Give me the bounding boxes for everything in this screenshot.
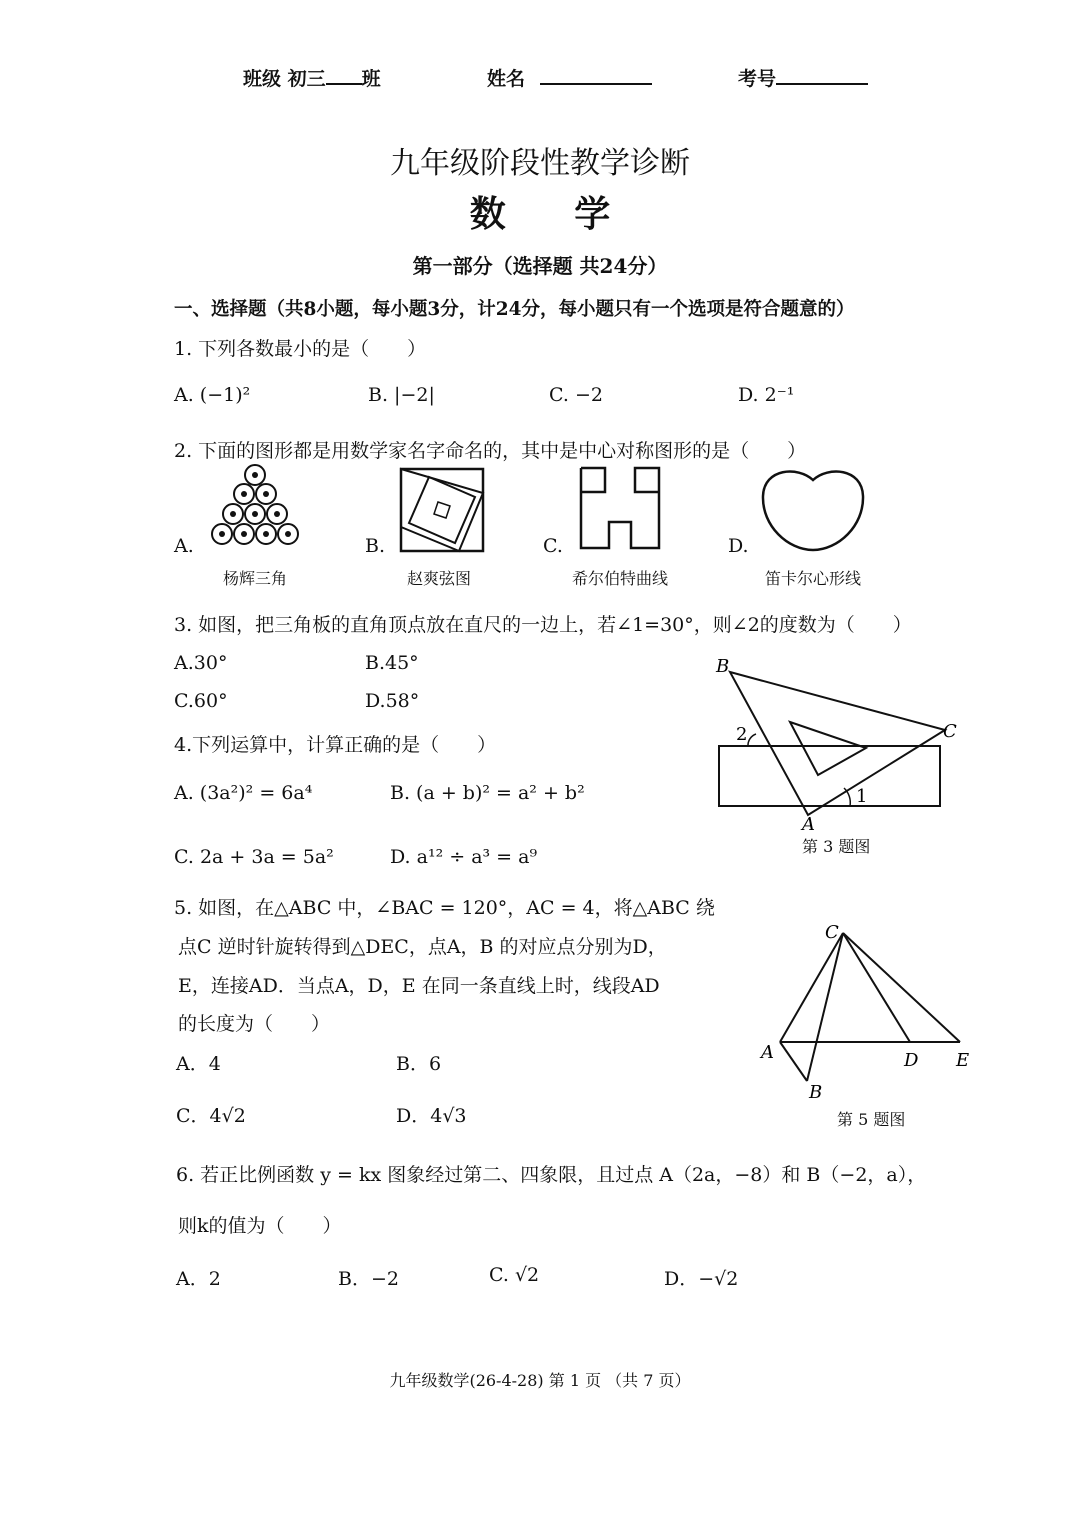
q2-caption-c: 希尔伯特曲线 (572, 569, 669, 588)
q5-label-b: B (809, 1082, 823, 1103)
q5-label-d: D (904, 1050, 919, 1071)
cardioid-figure (758, 466, 868, 554)
q4-option-b[interactable]: B. (a + b)² = a² + b² (390, 782, 585, 804)
name-field (487, 64, 652, 91)
q5-label-a: A (761, 1042, 774, 1063)
q2-letter-c[interactable]: C. (543, 535, 563, 557)
q5-stem-line2: 点C 逆时针旋转得到△DEC，点A，B 的对应点分别为D， (178, 936, 667, 958)
q3-label-angle2: 2 (736, 724, 748, 745)
page-footer: 九年级数学(26-4-28) 第 1 页 （共 7 页） (389, 1371, 691, 1390)
q1-option-d[interactable]: D. 2⁻¹ (738, 384, 795, 406)
q5-option-d[interactable]: D．4√3 (396, 1105, 467, 1127)
page-title: 九年级阶段性教学诊断 (390, 146, 690, 181)
q5-stem-line4: 的长度为（ ） (178, 1013, 331, 1035)
q5-label-e: E (956, 1050, 970, 1071)
q2-caption-a: 杨辉三角 (223, 569, 288, 588)
q1-option-c[interactable]: C. −2 (549, 384, 603, 406)
class-label: 班级 (243, 68, 282, 90)
zhaoshuang-diagram-figure (398, 466, 486, 554)
q4-option-d[interactable]: D. a¹² ÷ a³ = a⁹ (390, 846, 538, 868)
q3-option-b[interactable]: B.45° (365, 652, 419, 674)
q5-option-c[interactable]: C．4√2 (176, 1105, 246, 1127)
q3-figure-caption: 第 3 题图 (802, 837, 871, 856)
q2-letter-b[interactable]: B. (365, 535, 386, 557)
q6-option-b[interactable]: B．−2 (338, 1268, 399, 1290)
class-value: 初三 (287, 68, 326, 90)
exam-no-field (738, 64, 868, 91)
q4-option-c[interactable]: C. 2a + 3a = 5a² (174, 846, 334, 868)
q2-caption-d: 笛卡尔心形线 (765, 569, 862, 588)
q3-label-b: B (716, 656, 730, 677)
name-blank[interactable] (540, 65, 652, 85)
exam-no-blank[interactable] (776, 65, 868, 85)
q2-stem: 2. 下面的图形都是用数学家名字命名的，其中是中心对称图形的是（ ） (174, 440, 807, 462)
q5-figure-caption: 第 5 题图 (837, 1110, 906, 1129)
q4-option-a[interactable]: A. (3a²)² = 6a⁴ (174, 782, 313, 804)
q3-option-a[interactable]: A.30° (174, 652, 228, 674)
q2-letter-a[interactable]: A. (174, 535, 194, 557)
part-heading: 第一部分（选择题 共24分） (412, 254, 668, 278)
q1-stem: 1. 下列各数最小的是（ ） (174, 338, 427, 360)
q3-option-d[interactable]: D.58° (365, 690, 420, 712)
class-suffix: 班 (361, 68, 381, 90)
q5-label-c: C (825, 922, 839, 943)
class-blank[interactable] (326, 65, 362, 85)
name-label: 姓名 (487, 68, 526, 90)
q3-label-c: C (943, 721, 957, 742)
q5-stem-line1: 5. 如图，在△ABC 中，∠BAC = 120°，AC = 4，将△ABC 绕 (174, 897, 715, 919)
q3-stem: 3. 如图，把三角板的直角顶点放在直尺的一边上，若∠1=30°，则∠2的度数为（ ） (174, 614, 912, 636)
q6-stem-line2: 则k的值为（ ） (178, 1215, 342, 1237)
q6-stem-line1: 6. 若正比例函数 y = kx 图象经过第二、四象限，且过点 A（2a，−8）和 B（−2，a）， (176, 1164, 927, 1186)
q5-stem-line3: E，连接AD．当点A，D，E 在同一条直线上时，线段AD (178, 975, 660, 997)
q6-option-c[interactable]: C. √2 (489, 1264, 540, 1286)
class-field (243, 64, 381, 91)
q3-figure (700, 650, 970, 835)
q5-option-a[interactable]: A．4 (176, 1053, 221, 1075)
q1-option-b[interactable]: B. |−2| (368, 384, 435, 406)
q5-figure (755, 918, 980, 1103)
exam-no-label: 考号 (738, 68, 777, 90)
q2-letter-d[interactable]: D. (728, 535, 749, 557)
q4-stem: 4.下列运算中，计算正确的是（ ） (174, 734, 497, 756)
subject-title: 数 学 (469, 193, 639, 235)
q6-option-a[interactable]: A．2 (176, 1268, 221, 1290)
q3-label-a: A (802, 814, 815, 835)
q5-option-b[interactable]: B．6 (396, 1053, 442, 1075)
q3-option-c[interactable]: C.60° (174, 690, 228, 712)
section-heading: 一、选择题（共8小题，每小题3分，计24分，每小题只有一个选项是符合题意的） (174, 299, 855, 320)
hilbert-curve-figure (575, 466, 665, 552)
q6-option-d[interactable]: D．−√2 (664, 1268, 739, 1290)
q1-option-a[interactable]: A. (−1)² (174, 384, 251, 406)
q3-label-angle1: 1 (856, 786, 868, 807)
q2-caption-b: 赵爽弦图 (407, 569, 472, 588)
yanghui-triangle-figure (205, 462, 305, 554)
